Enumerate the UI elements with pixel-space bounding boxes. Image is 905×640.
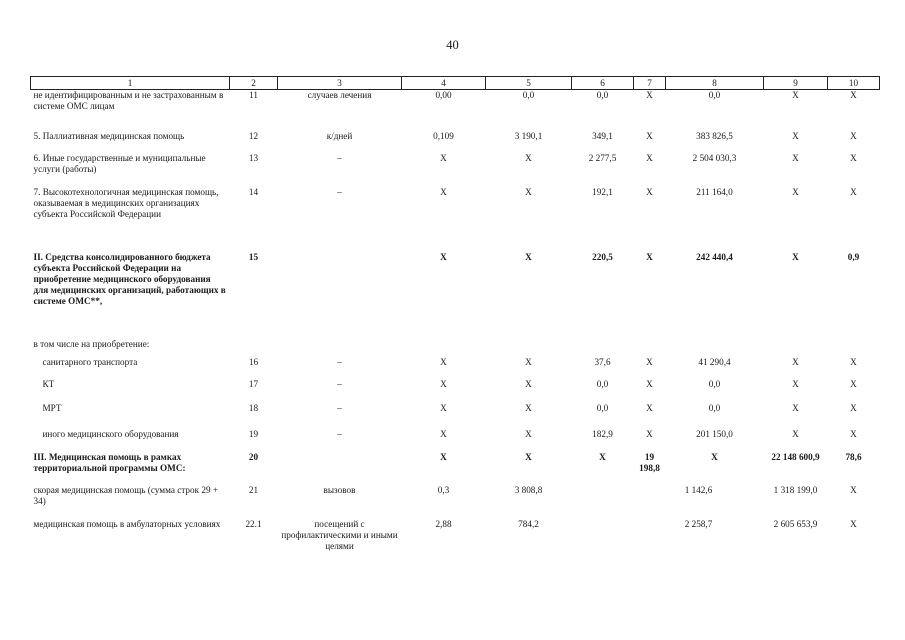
- value-cell: X: [792, 402, 799, 413]
- value-cell: [402, 339, 486, 357]
- row-number: 18: [248, 402, 259, 413]
- table-row: [31, 379, 880, 403]
- column-number: 5: [486, 77, 572, 90]
- value-cell: X: [792, 251, 799, 262]
- column-number: 9: [764, 77, 828, 90]
- value-cell: 3 190,1: [514, 130, 543, 141]
- value-cell: X: [792, 186, 799, 197]
- unit-cell: –: [337, 402, 342, 413]
- row-number: 13: [248, 152, 259, 163]
- table-row: [31, 452, 880, 485]
- unit-cell: –: [337, 428, 342, 439]
- row-label: санитарного транспорта: [42, 356, 138, 367]
- value-cell: X: [525, 251, 532, 262]
- value-cell: X: [525, 451, 532, 462]
- value-cell: 78,6: [845, 451, 862, 462]
- value-cell: X: [646, 356, 653, 367]
- value-cell: 0,0: [596, 378, 609, 389]
- row-label: II. Средства консолидированного бюджета субъекта Российской Федерации на приобретение медицинского оборудования для медицинских организаций, работающих в системе ОМС**,: [33, 251, 226, 306]
- row-number: 14: [248, 186, 259, 197]
- value-cell: [666, 339, 764, 357]
- table-row: [31, 339, 880, 357]
- row-number: 16: [248, 356, 259, 367]
- value-cell: 0,0: [708, 402, 721, 413]
- table-row: [31, 429, 880, 452]
- value-cell: X: [646, 428, 653, 439]
- row-label: медицинская помощь в амбулаторных условиях: [33, 518, 221, 529]
- row-label: 5. Паллиативная медицинская помощь: [33, 130, 185, 141]
- row-label: 6. Иные государственные и муниципальные услуги (работы): [33, 152, 206, 174]
- value-cell: X: [440, 428, 447, 439]
- row-number: 22.1: [245, 518, 262, 529]
- page-number: 40: [446, 38, 459, 52]
- row-number: 21: [248, 484, 259, 495]
- value-cell: X: [440, 152, 447, 163]
- value-cell: 0,109: [433, 130, 454, 141]
- table-row: [31, 153, 880, 187]
- unit-cell: случаев лечения: [307, 90, 372, 100]
- row-number: 17: [248, 378, 259, 389]
- value-cell: X: [646, 251, 653, 262]
- column-number: 10: [828, 77, 880, 90]
- value-cell: 0,0: [708, 90, 721, 100]
- unit-cell: –: [337, 356, 342, 367]
- value-cell: 0,00: [435, 90, 452, 100]
- value-cell: 349,1: [592, 130, 613, 141]
- value-cell: [572, 519, 634, 559]
- value-cell: [828, 339, 880, 357]
- value-cell: X: [792, 130, 799, 141]
- column-number: 1: [31, 77, 230, 90]
- row-label: 7. Высокотехнологичная медицинская помощь, оказываемая в медицинских организациях субъекта Российской Федерации: [33, 186, 219, 219]
- row-number: 20: [248, 451, 259, 462]
- table-row: [31, 90, 880, 131]
- value-cell: X: [850, 130, 857, 141]
- row-number: 19: [248, 428, 259, 439]
- value-cell: 784,2: [518, 518, 539, 529]
- value-cell: X: [440, 402, 447, 413]
- value-cell: X: [850, 186, 857, 197]
- value-cell: X: [792, 428, 799, 439]
- value-cell: X: [525, 186, 532, 197]
- value-cell: X: [525, 402, 532, 413]
- value-cell: [764, 339, 828, 357]
- row-label: скорая медицинская помощь (сумма строк 29 + 34): [33, 484, 219, 506]
- value-cell: 22 148 600,9: [771, 451, 820, 462]
- value-cell: X: [440, 186, 447, 197]
- row-label: III. Медицинская помощь в рамках территориальной программы ОМС:: [33, 451, 186, 473]
- value-cell: X: [525, 378, 532, 389]
- value-cell: [486, 339, 572, 357]
- unit-cell: –: [337, 186, 342, 197]
- row-label: КТ: [42, 378, 55, 389]
- value-cell: X: [525, 356, 532, 367]
- value-cell: 182,9: [592, 428, 613, 439]
- value-cell: X: [850, 152, 857, 163]
- value-cell: X: [440, 356, 447, 367]
- value-cell: X: [850, 518, 857, 529]
- value-cell: 2,88: [435, 518, 452, 529]
- value-cell: X: [525, 152, 532, 163]
- unit-cell: вызовов: [323, 484, 356, 495]
- value-cell: 2 605 653,9: [773, 518, 818, 529]
- value-cell: X: [525, 428, 532, 439]
- column-number: 8: [666, 77, 764, 90]
- value-cell: 37,6: [594, 356, 611, 367]
- value-cell: X: [646, 186, 653, 197]
- column-number: 6: [572, 77, 634, 90]
- value-cell: 2 504 030,3: [692, 152, 737, 163]
- value-cell: X: [850, 402, 857, 413]
- value-cell: 383 826,5: [696, 130, 733, 141]
- value-cell: 3 808,8: [514, 484, 543, 495]
- value-cell: [572, 339, 634, 357]
- row-number: 11: [249, 90, 258, 100]
- row-number: 15: [248, 251, 259, 262]
- data-table: [30, 76, 880, 559]
- value-cell: X: [792, 152, 799, 163]
- value-cell: 1 318 199,0: [773, 484, 818, 495]
- value-cell: 220,5: [592, 251, 613, 262]
- table-row: [31, 485, 880, 519]
- row-number: 12: [248, 130, 259, 141]
- table-row: [31, 252, 880, 339]
- value-cell: X: [850, 378, 857, 389]
- table-row: [31, 131, 880, 153]
- value-cell: 211 164,0: [696, 186, 733, 197]
- unit-cell: посещений с профилактическими и иными целями: [281, 518, 398, 551]
- unit-cell: к/дней: [326, 130, 353, 141]
- value-cell: 2 258,7: [684, 518, 713, 529]
- unit-cell: –: [337, 378, 342, 389]
- row-label: не идентифицированным и не застрахованным в системе ОМС лицам: [33, 90, 224, 111]
- value-cell: X: [646, 402, 653, 413]
- value-cell: X: [792, 90, 799, 100]
- value-cell: 0,0: [522, 90, 535, 100]
- value-cell: 242 440,4: [696, 251, 733, 262]
- value-cell: 19 198,8: [639, 451, 660, 473]
- table-row: [31, 403, 880, 429]
- value-cell: X: [646, 90, 653, 100]
- value-cell: X: [440, 451, 447, 462]
- value-cell: X: [792, 356, 799, 367]
- column-number: 3: [278, 77, 402, 90]
- value-cell: 0,0: [596, 90, 609, 100]
- value-cell: X: [792, 378, 799, 389]
- value-cell: 0,0: [596, 402, 609, 413]
- table-row: [31, 187, 880, 252]
- value-cell: X: [850, 90, 857, 100]
- value-cell: X: [711, 451, 718, 462]
- unit-cell: [278, 452, 402, 485]
- unit-cell: [278, 252, 402, 339]
- value-cell: X: [850, 428, 857, 439]
- value-cell: 201 150,0: [696, 428, 733, 439]
- value-cell: [634, 339, 666, 357]
- row-label: иного медицинского оборудования: [42, 428, 179, 439]
- row-label: в том числе на приобретение:: [33, 338, 150, 349]
- value-cell: X: [599, 451, 606, 462]
- value-cell: X: [440, 378, 447, 389]
- value-cell: X: [646, 130, 653, 141]
- value-cell: X: [646, 378, 653, 389]
- value-cell: 192,1: [592, 186, 613, 197]
- value-cell: X: [646, 152, 653, 163]
- value-cell: 2 277,5: [588, 152, 617, 163]
- value-cell: [572, 485, 634, 519]
- column-number-row: [31, 77, 880, 90]
- table-row: [31, 357, 880, 379]
- value-cell: X: [440, 251, 447, 262]
- value-cell: 0,3: [437, 484, 450, 495]
- value-cell: 0,0: [708, 378, 721, 389]
- unit-cell: –: [337, 152, 342, 163]
- value-cell: X: [850, 484, 857, 495]
- value-cell: 1 142,6: [684, 484, 713, 495]
- value-cell: 41 290,4: [698, 356, 731, 367]
- column-number: 2: [230, 77, 278, 90]
- table-row: [31, 519, 880, 559]
- column-number: 7: [634, 77, 666, 90]
- row-label: МРТ: [42, 402, 62, 413]
- column-number: 4: [402, 77, 486, 90]
- value-cell: X: [850, 356, 857, 367]
- value-cell: 0,9: [847, 251, 860, 262]
